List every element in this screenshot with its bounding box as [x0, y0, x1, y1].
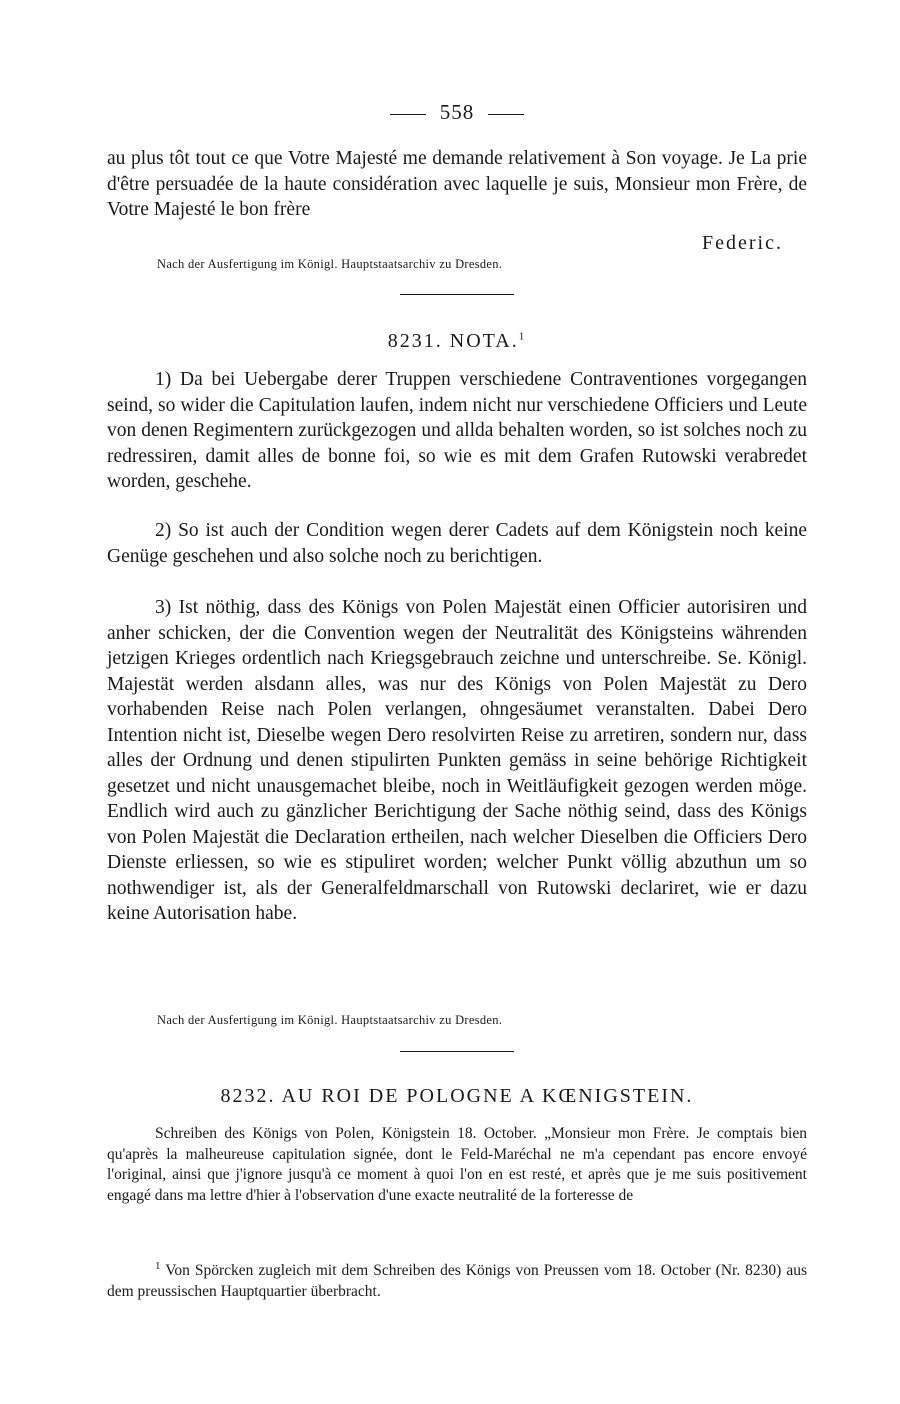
section-divider-2 — [400, 1051, 514, 1052]
letter-excerpt: Schreiben des Königs von Polen, Königstein 18. October. „Monsieur mon Frère. Je comptais bien qu'après la malheureuse capitulation signée, dont le Feld-Maréchal ne m'a cependant pas encore envoyé l'original, ainsi que j'ignore jusqu'à ce moment à quoi l'on en est resté, et après que je me suis positivement engagé dans ma lettre d'hier à l'observation d'une exacte neutralité de la forteresse de — [107, 1125, 807, 1204]
source-note-1: Nach der Ausfertigung im Königl. Hauptstaatsarchiv zu Dresden. — [157, 257, 503, 271]
letter-closing-text: au plus tôt tout ce que Votre Majesté me demande relativement à Son voyage. Je La prie d'être persuadée de la haute considération avec laquelle je suis, Monsieur mon Frère, de Votre Majesté le bon frère — [107, 148, 807, 220]
section-divider-1 — [400, 294, 514, 295]
nota-paragraph-2: 2) So ist auch der Condition wegen derer Cadets auf dem Königstein noch keine Genüge geschehen und also solche noch zu berichtigen. — [107, 520, 807, 567]
heading-8232: 8232. AU ROI DE POLOGNE A KŒNIGSTEIN. — [220, 1085, 694, 1107]
nota-paragraph-3: 3) Ist nöthig, dass des Königs von Polen Majestät einen Officier autorisiren und anher schicken, der die Convention wegen der Neutralität des Königsteins währenden jetzigen Krieges ordentlich nach Kriegsgebrauch zeichne und unterschreibe. Se. Königl. Majestät werden alsdann alles, was nur des Königs von Polen Majestät zu Dero vorhabenden Reise nach Polen verlangen, ohngesäumet veranstalten. Dabei Dero Intention nicht ist, Dieselbe wegen Dero resolvirten Reise zu arretiren, sondern nur, dass alles der Ordnung und denen stipulirten Punkten gemäss in seine behörige Richtigkeit gesetzet und nicht unausgemachet bleibe, noch in Weitläufigkeit gezogen werden möge. Endlich wird auch zu gänzlicher Berichtigung der Sache nöthig seind, dass des Königs von Polen Majestät die Declaration ertheilen, nach welcher Dieselben die Officiers Dero Dienste erliessen, so wie es stipuliret worden; welcher Punkt völlig abzuthun um so nothwendiger ist, als der Generalfeldmarschall von Rutowski declariret, wie er dazu keine Autorisation habe. — [107, 597, 807, 924]
nota-paragraph-1: 1) Da bei Uebergabe derer Truppen verschiedene Contraventiones vorgegangen seind, so wider die Capitulation laufen, indem nicht nur verschiedene Officiers und Leute von denen Regimentern zurückgezogen und allda behalten worden, so ist solches noch zu redressiren, damit alles de bonne foi, so wie es mit dem Grafen Rutowski verabredet worden, geschehe. — [107, 369, 807, 492]
dash-left — [390, 114, 426, 115]
footnote-reference: 1 — [518, 330, 527, 343]
footnote-text: Von Spörcken zugleich mit dem Schreiben des Königs von Preussen vom 18. October (Nr. 8230) aus dem preussischen Hauptquartier überbracht. — [107, 1262, 807, 1301]
signature: Federic. — [702, 232, 783, 254]
page-number: 558 — [107, 100, 807, 125]
footnote — [107, 1256, 807, 1302]
footnote-mark: 1 — [155, 1260, 161, 1272]
heading-8231: 8231. NOTA.$^1$ — [387, 330, 527, 352]
source-note-2: Nach der Ausfertigung im Königl. Hauptstaatsarchiv zu Dresden. — [157, 1013, 503, 1027]
dash-right — [488, 114, 524, 115]
